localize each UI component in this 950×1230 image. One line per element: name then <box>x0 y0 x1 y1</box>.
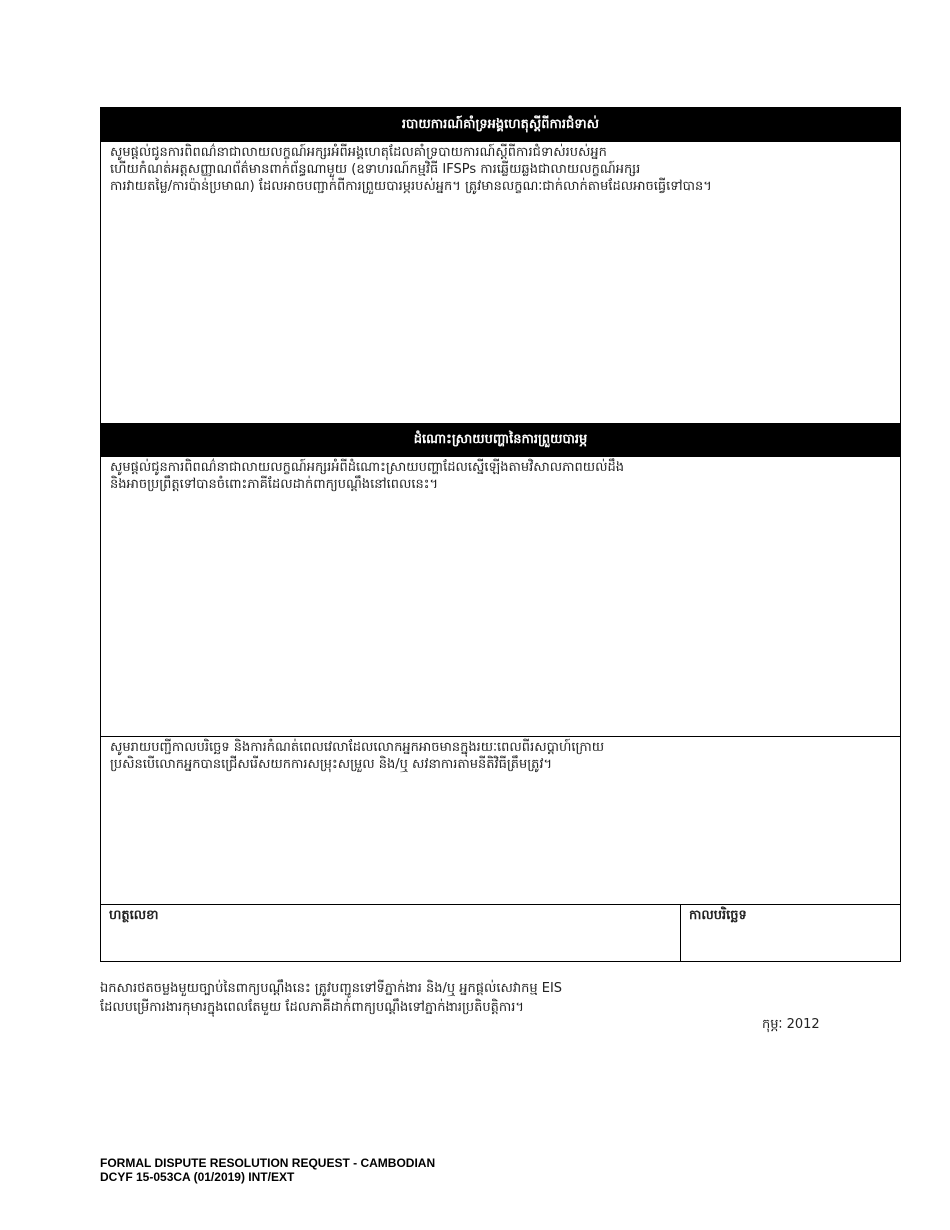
footer-form-number: DCYF 15-053CA (01/2019) INT/EXT <box>100 1170 295 1184</box>
date-label: កាលបរិច្ឆេទ <box>689 908 747 923</box>
dispute-form <box>100 107 901 962</box>
form-footer <box>100 1156 435 1184</box>
date-field[interactable] <box>681 905 900 961</box>
section-header-supporting-facts: របាយការណ៍គាំទ្រអង្គហេតុស្ដីពីការជំទាស់ <box>101 108 900 142</box>
resolution-instructions: សូមផ្ដល់ជូនការពិពណ៌នាជាលាយលក្ខណ៍អក្សរអំពីដំណោះស្រាយបញ្ហាដែលស្នើឡើងតាមវិសាលភាពយល់ដឹង និងអាចប្រព្រឹត្តទៅបានចំពោះភាគីដែលដាក់ពាក្យបណ្ដឹងនៅពេលនេះ។ <box>110 460 625 492</box>
resolution-field[interactable] <box>101 457 900 737</box>
supporting-facts-instructions: សូមផ្ដល់ជូនការពិពណ៌នាជាលាយលក្ខណ៍អក្សរអំពីអង្គហេតុដែលគាំទ្របាយការណ៍ស្ដីពីការជំទាស់របស់អ្នក ហើយកំណត់អត្តសញ្ញាណព័ត៌មានពាក់ព័ន្ធណាមួយ (ឧទាហរណ៍កម្មវិធី IFSPs ការឆ្លើយឆ្លងជាលាយលក្ខណ៍អក្សរ ការវាយតម្លៃ/ការប៉ាន់ប្រមាណ) ដែលអាចបញ្ជាក់ពីការព្រួយបារម្ភរបស់អ្នក។ ត្រូវមានលក្ខណៈជាក់លាក់តាមដែលអាចធ្វើទៅបាន។ <box>110 145 712 194</box>
version-date: កុម្ភៈ 2012 <box>762 1017 820 1032</box>
signature-label: ហត្ថលេខា <box>109 908 159 923</box>
footer-title: FORMAL DISPUTE RESOLUTION REQUEST - CAMBODIAN <box>100 1156 436 1170</box>
supporting-facts-field[interactable] <box>101 142 900 423</box>
signature-row <box>101 905 900 961</box>
availability-instructions: សូមរាយបញ្ជីកាលបរិច្ឆេទ និងការកំណត់ពេលវេលាដែលលោកអ្នកអាចមានក្នុងរយៈពេលពីរសប្ដាហ៍ក្រោយ ប្រសិនបើលោកអ្នកបានជ្រើសរើសយកការសម្រុះសម្រួល និង/ឬ សវនាការតាមនីតិវិធីត្រឹមត្រូវ។ <box>110 740 605 772</box>
signature-field[interactable] <box>101 905 681 961</box>
availability-field[interactable] <box>101 737 900 905</box>
section-header-resolution: ដំណោះស្រាយបញ្ហានៃការព្រួយបារម្ភ <box>101 423 900 457</box>
copy-note: ឯកសារថតចម្លងមួយច្បាប់នៃពាក្យបណ្ដឹងនេះ ត្រូវបញ្ជូនទៅទីភ្នាក់ងារ និង/ឬ អ្នកផ្ដល់សេវាកម្ម EIS ដែលបម្រើការងារកុមារក្នុងពេលតែមួយ ដែលភាគីដាក់ពាក្យបណ្ដឹងទៅភ្នាក់ងារប្រតិបត្តិការ។ <box>100 981 563 1015</box>
